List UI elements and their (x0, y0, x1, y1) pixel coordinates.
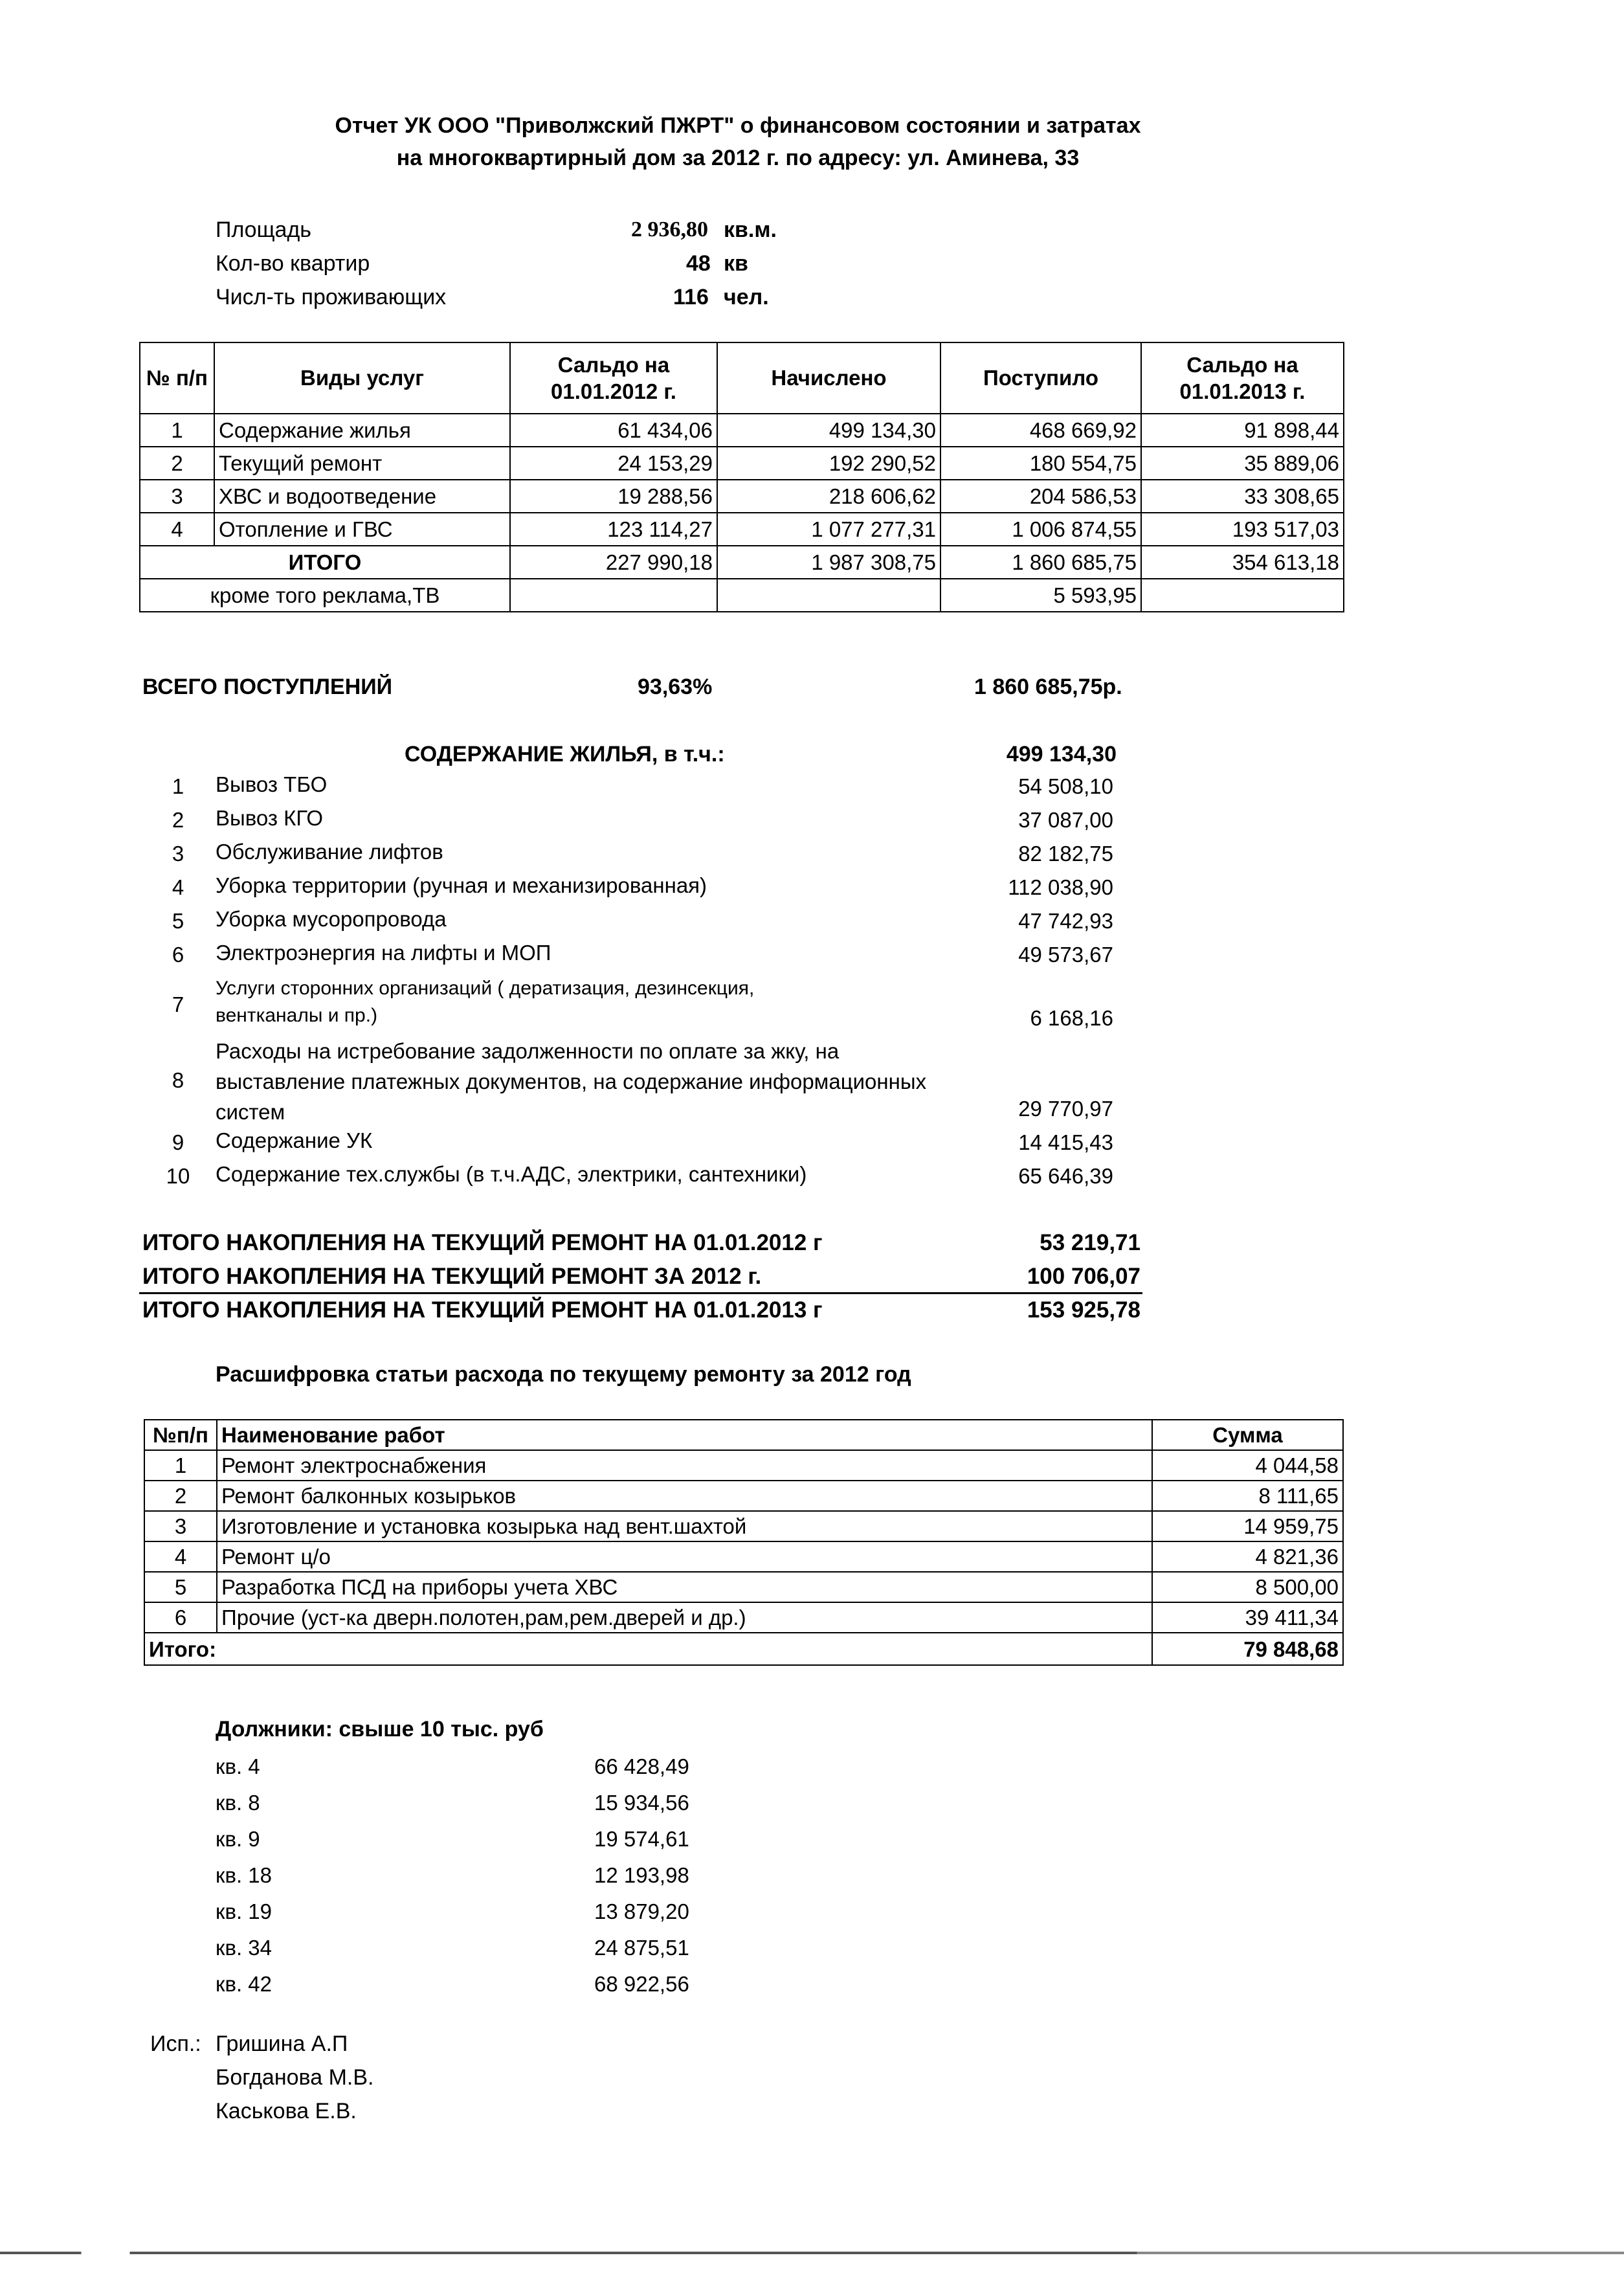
table-row (144, 1450, 1343, 1481)
debtor-amount: 24 875,51 (594, 1936, 689, 1960)
list-item-value: 6 168,16 (1030, 1006, 1113, 1030)
row-work: Ремонт ц/о (217, 1541, 1152, 1572)
row-charged: 192 290,52 (717, 447, 940, 480)
list-item-name: Содержание тех.службы (в т.ч.АДС, электрики, сантехники) (216, 1162, 807, 1186)
row-sum: 39 411,34 (1152, 1602, 1343, 1633)
col-header-saldo-start: Сальдо на 01.01.2012 г. (510, 342, 717, 414)
list-item-value: 29 770,97 (1018, 1097, 1113, 1121)
table-row (140, 414, 1344, 447)
row-sum: 8 500,00 (1152, 1572, 1343, 1602)
row-saldo-end: 91 898,44 (1141, 414, 1344, 447)
info-area-value: 2 936,80 (631, 218, 708, 241)
row-saldo-start: 61 434,06 (510, 414, 717, 447)
list-item-no: 1 (172, 774, 184, 798)
row-charged: 218 606,62 (717, 480, 940, 513)
total-receipts-amount: 1 860 685,75р. (974, 675, 1122, 699)
info-area-unit: кв.м. (724, 218, 777, 242)
extra-empty-3 (1141, 579, 1344, 612)
table-row (144, 1602, 1343, 1633)
total-charged: 1 987 308,75 (717, 546, 940, 579)
total-receipts-percent: 93,63% (638, 675, 713, 699)
repair-breakdown-table (144, 1419, 1344, 1666)
total-label: ИТОГО (140, 546, 510, 579)
row-no: 2 (144, 1481, 217, 1511)
total-saldo-end: 354 613,18 (1141, 546, 1344, 579)
repair-total-start-label: ИТОГО НАКОПЛЕНИЯ НА ТЕКУЩИЙ РЕМОНТ НА 01.01.2012 г (142, 1230, 823, 1255)
list-item-no: 9 (172, 1130, 184, 1154)
row-received: 204 586,53 (940, 480, 1141, 513)
debtor-apartment: кв. 9 (216, 1827, 260, 1851)
list-item-value: 65 646,39 (1018, 1164, 1113, 1188)
list-item-no: 4 (172, 875, 184, 899)
debtor-amount: 12 193,98 (594, 1863, 689, 1887)
list-item-name: Обслуживание лифтов (216, 840, 443, 864)
col-header-charged: Начислено (717, 342, 940, 414)
list-item-no: 8 (172, 1068, 184, 1092)
list-item-no: 7 (172, 992, 184, 1016)
table-header-row (144, 1420, 1343, 1450)
repair-total-end-value: 153 925,78 (1027, 1297, 1140, 1323)
info-residents-label: Числ-ть проживающих (216, 285, 447, 309)
row-work: Изготовление и установка козырька над вент.шахтой (217, 1511, 1152, 1541)
table-row (144, 1572, 1343, 1602)
row-no: 3 (140, 480, 214, 513)
row-work: Прочие (уст-ка дверн.полотен,рам,рем.дверей и др.) (217, 1602, 1152, 1633)
list-item-value: 82 182,75 (1018, 842, 1113, 866)
list-item-name: Уборка территории (ручная и механизированная) (216, 873, 707, 897)
row-service: ХВС и водоотведение (214, 480, 510, 513)
repair-total-end-label: ИТОГО НАКОПЛЕНИЯ НА ТЕКУЩИЙ РЕМОНТ НА 01.01.2013 г (142, 1297, 823, 1323)
list-item-value: 14 415,43 (1018, 1130, 1113, 1154)
info-apartments-label: Кол-во квартир (216, 251, 370, 276)
repair-totals-divider (139, 1292, 1142, 1294)
debtor-amount: 15 934,56 (594, 1791, 689, 1815)
debtor-amount: 68 922,56 (594, 1972, 689, 1996)
list-item-no: 10 (166, 1164, 190, 1188)
table-header-row (140, 342, 1344, 414)
col-header-service: Виды услуг (214, 342, 510, 414)
row-service: Содержание жилья (214, 414, 510, 447)
list-item-no: 6 (172, 943, 184, 967)
list-item-name: Уборка мусоропровода (216, 907, 447, 931)
list-item-name: Вывоз КГО (216, 806, 324, 830)
row-service: Отопление и ГВС (214, 513, 510, 546)
debtor-amount: 19 574,61 (594, 1827, 689, 1851)
debtor-apartment: кв. 19 (216, 1899, 273, 1923)
table-row (144, 1541, 1343, 1572)
repair-total-start-value: 53 219,71 (1040, 1230, 1140, 1255)
row-service: Текущий ремонт (214, 447, 510, 480)
list-item-value: 49 573,67 (1018, 943, 1113, 967)
extra-empty-2 (717, 579, 940, 612)
executor-name: Богданова М.В. (216, 2065, 374, 2090)
list-item-no: 3 (172, 842, 184, 866)
executors-label: Исп.: (150, 2032, 201, 2056)
debtor-apartment: кв. 4 (216, 1754, 260, 1778)
row-saldo-start: 19 288,56 (510, 480, 717, 513)
maintenance-title: СОДЕРЖАНИЕ ЖИЛЬЯ, в т.ч.: (405, 742, 725, 767)
row-no: 4 (144, 1541, 217, 1572)
row-saldo-start: 24 153,29 (510, 447, 717, 480)
row-no: 5 (144, 1572, 217, 1602)
row-no: 1 (140, 414, 214, 447)
row-work: Разработка ПСД на приборы учета ХВС (217, 1572, 1152, 1602)
col-header-sum: Сумма (1152, 1420, 1343, 1450)
executor-name: Каськова Е.В. (216, 2099, 357, 2123)
col-header-saldo-end: Сальдо на 01.01.2013 г. (1141, 342, 1344, 414)
maintenance-total: 499 134,30 (1006, 742, 1117, 767)
repair-total-year-label: ИТОГО НАКОПЛЕНИЯ НА ТЕКУЩИЙ РЕМОНТ ЗА 2012 г. (142, 1264, 762, 1289)
info-apartments-value: 48 (686, 251, 711, 276)
list-item-value: 54 508,10 (1018, 774, 1113, 798)
report-title-line2: на многоквартирный дом за 2012 г. по адресу: ул. Аминева, 33 (396, 146, 1080, 170)
info-residents-unit: чел. (724, 285, 769, 309)
executor-name: Гришина А.П (216, 2032, 348, 2056)
total-sum: 79 848,68 (1152, 1633, 1343, 1665)
debtor-apartment: кв. 18 (216, 1863, 273, 1887)
table-total-row (140, 546, 1344, 579)
total-label: Итого: (144, 1633, 1152, 1665)
row-received: 468 669,92 (940, 414, 1141, 447)
report-title-line1: Отчет УК ООО "Приволжский ПЖРТ" о финансовом состоянии и затратах (335, 113, 1141, 138)
row-charged: 1 077 277,31 (717, 513, 940, 546)
extra-empty-1 (510, 579, 717, 612)
list-item-value: 47 742,93 (1018, 909, 1113, 933)
list-item-value: 37 087,00 (1018, 808, 1113, 832)
row-sum: 14 959,75 (1152, 1511, 1343, 1541)
row-sum: 4 044,58 (1152, 1450, 1343, 1481)
table-row (140, 513, 1344, 546)
row-received: 180 554,75 (940, 447, 1141, 480)
row-charged: 499 134,30 (717, 414, 940, 447)
row-no: 2 (140, 447, 214, 480)
row-work: Ремонт балконных козырьков (217, 1481, 1152, 1511)
info-apartments-unit: кв (724, 251, 748, 276)
total-receipts-label: ВСЕГО ПОСТУПЛЕНИЙ (142, 675, 393, 699)
row-no: 1 (144, 1450, 217, 1481)
list-item-name: Расходы на истребование задолженности по оплате за жку, на выставление платежных документов, на содержание информационных систем (216, 1039, 927, 1124)
row-no: 6 (144, 1602, 217, 1633)
list-item-no: 5 (172, 909, 184, 933)
col-header-work: Наименование работ (217, 1420, 1152, 1450)
table-total-row (144, 1633, 1343, 1665)
list-item-value: 112 038,90 (1008, 875, 1113, 899)
col-header-no: № п/п (140, 342, 214, 414)
total-saldo-start: 227 990,18 (510, 546, 717, 579)
list-item-name: Вывоз ТБО (216, 772, 328, 796)
table-row (140, 447, 1344, 480)
info-residents-value: 116 (673, 285, 709, 309)
row-no: 4 (140, 513, 214, 546)
repair-total-year-value: 100 706,07 (1027, 1264, 1140, 1289)
debtor-apartment: кв. 34 (216, 1936, 273, 1960)
debtor-amount: 13 879,20 (594, 1899, 689, 1923)
row-saldo-start: 123 114,27 (510, 513, 717, 546)
table-row (144, 1481, 1343, 1511)
list-item-name: Услуги сторонних организаций ( дератизация, дезинсекция, вентканалы и пр.) (216, 978, 755, 1026)
table-extra-row (140, 579, 1344, 612)
extra-received: 5 593,95 (940, 579, 1141, 612)
debtor-amount: 66 428,49 (594, 1754, 689, 1778)
list-item-name: Содержание УК (216, 1128, 373, 1152)
debtor-apartment: кв. 42 (216, 1972, 273, 1996)
list-item-no: 2 (172, 808, 184, 832)
row-saldo-end: 33 308,65 (1141, 480, 1344, 513)
table-row (144, 1511, 1343, 1541)
col-header-received: Поступило (940, 342, 1141, 414)
info-area-label: Площадь (216, 218, 312, 242)
row-received: 1 006 874,55 (940, 513, 1141, 546)
debtor-apartment: кв. 8 (216, 1791, 260, 1815)
row-work: Ремонт электроснабжения (217, 1450, 1152, 1481)
debtors-title: Должники: свыше 10 тыс. руб (216, 1717, 544, 1741)
row-saldo-end: 35 889,06 (1141, 447, 1344, 480)
col-header-no: №п/п (144, 1420, 217, 1450)
scan-edge-line (0, 2252, 1624, 2254)
table-row (140, 480, 1344, 513)
row-saldo-end: 193 517,03 (1141, 513, 1344, 546)
main-services-table (139, 342, 1344, 612)
extra-label: кроме того реклама,ТВ (140, 579, 510, 612)
total-received: 1 860 685,75 (940, 546, 1141, 579)
row-sum: 8 111,65 (1152, 1481, 1343, 1511)
row-sum: 4 821,36 (1152, 1541, 1343, 1572)
list-item-name: Электроэнергия на лифты и МОП (216, 941, 551, 965)
repair-breakdown-title: Расшифровка статьи расхода по текущему ремонту за 2012 год (216, 1362, 911, 1387)
row-no: 3 (144, 1511, 217, 1541)
